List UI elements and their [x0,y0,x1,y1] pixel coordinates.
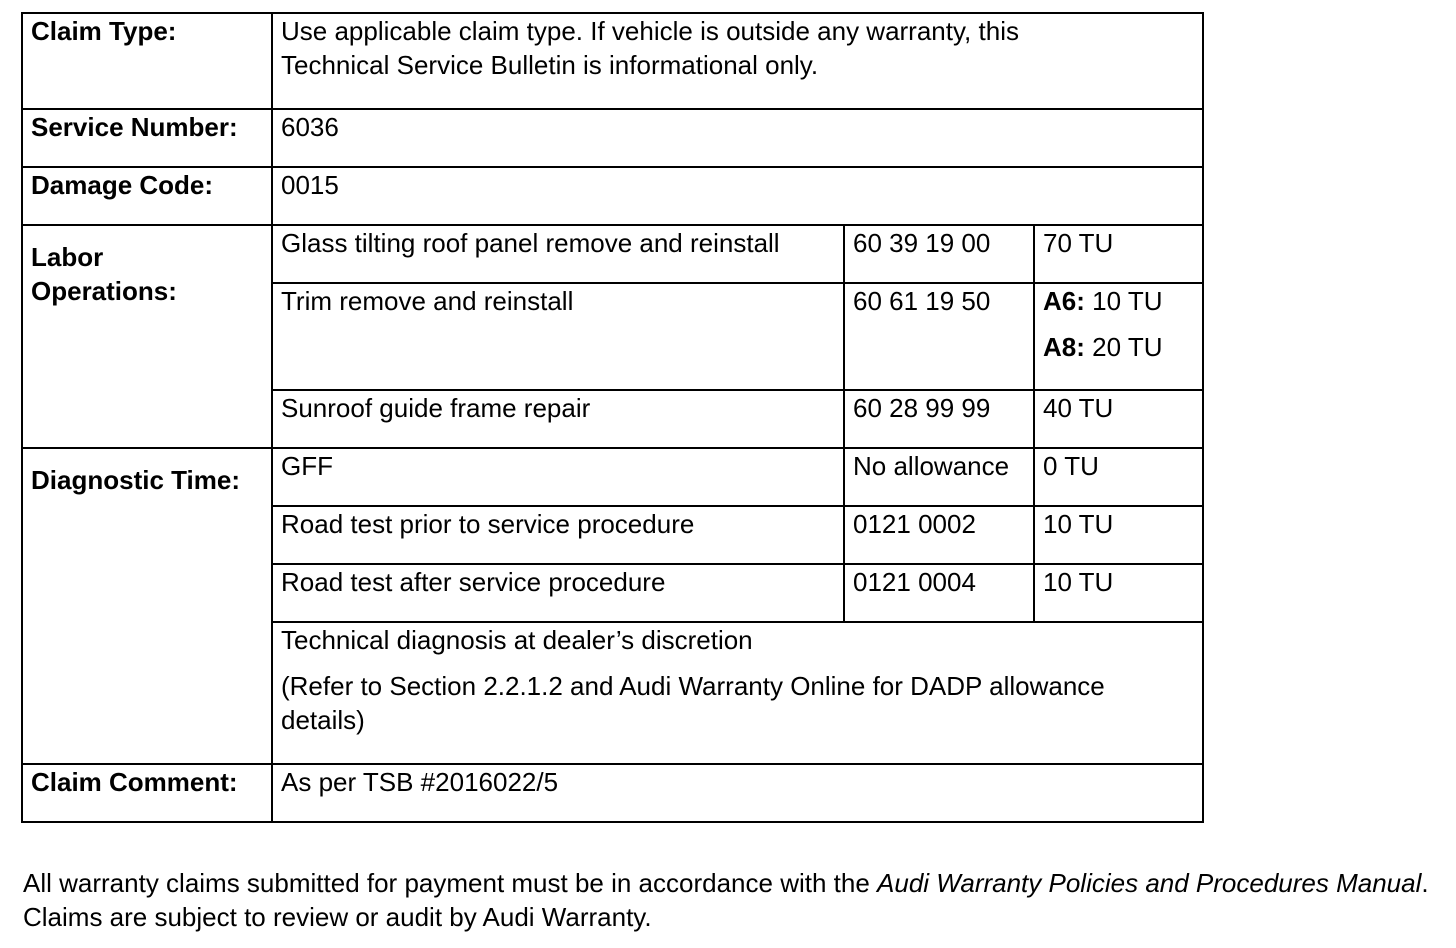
claim-type-row [22,13,1203,109]
service-number-label: Service Number: [22,109,272,167]
damage-code-label: Damage Code: [22,167,272,225]
labor-op-time: 70 TU [1034,225,1203,283]
claim-comment-row [22,764,1203,822]
labor-operations-label-line1: Labor [31,242,104,272]
warranty-footer-note [23,866,1443,934]
diagnostic-time: 10 TU [1034,506,1203,564]
diagnostic-note [272,622,1203,764]
damage-code-row [22,167,1203,225]
service-number-row [22,109,1203,167]
footer-manual-title: Audi Warranty Policies and Procedures Manual [877,868,1422,898]
labor-op-row [22,225,1203,283]
claim-type-text-line2: Technical Service Bulletin is informational only. [281,50,819,80]
a6-label: A6: [1043,286,1085,316]
footer-text-part2: . Claims are subject to review or audit by Audi Warranty. [23,868,1429,932]
labor-op-code: 60 61 19 50 [844,283,1034,390]
labor-operations-label-line2: Operations: [31,276,177,306]
claim-type-text-line1: Use applicable claim type. If vehicle is outside any warranty, this [281,16,1019,46]
diagnostic-description: GFF [272,448,844,506]
labor-op-code: 60 39 19 00 [844,225,1034,283]
claim-type-label: Claim Type: [22,13,272,109]
a8-label: A8: [1043,332,1085,362]
claim-comment-label: Claim Comment: [22,764,272,822]
diagnostic-note-line2: (Refer to Section 2.2.1.2 and Audi Warranty Online for DADP allowance details) [281,671,1105,735]
diagnostic-code: 0121 0002 [844,506,1034,564]
diagnostic-code: No allowance [844,448,1034,506]
damage-code-value: 0015 [272,167,1203,225]
diagnostic-code: 0121 0004 [844,564,1034,622]
labor-op-time [1034,283,1203,390]
footer-text-part1: All warranty claims submitted for payment must be in accordance with the [23,868,878,898]
diagnostic-time: 10 TU [1034,564,1203,622]
service-number-value: 6036 [272,109,1203,167]
diagnostic-time: 0 TU [1034,448,1203,506]
labor-operations-label [22,225,272,448]
labor-op-description: Trim remove and reinstall [272,283,844,390]
labor-op-description: Sunroof guide frame repair [272,390,844,448]
labor-op-time: 40 TU [1034,390,1203,448]
diagnostic-row [22,448,1203,506]
a6-value: 10 TU [1092,286,1163,316]
diagnostic-time-label: Diagnostic Time: [22,448,272,764]
labor-op-time-a8 [1043,330,1194,364]
labor-op-code: 60 28 99 99 [844,390,1034,448]
labor-op-description: Glass tilting roof panel remove and reinstall [272,225,844,283]
warranty-claim-table [21,12,1204,823]
claim-type-value [272,13,1203,109]
diagnostic-description: Road test after service procedure [272,564,844,622]
a8-value: 20 TU [1092,332,1163,362]
diagnostic-note-line1: Technical diagnosis at dealer’s discretion [281,625,753,655]
labor-op-time-a6 [1043,284,1194,318]
claim-comment-value: As per TSB #2016022/5 [272,764,1203,822]
diagnostic-description: Road test prior to service procedure [272,506,844,564]
